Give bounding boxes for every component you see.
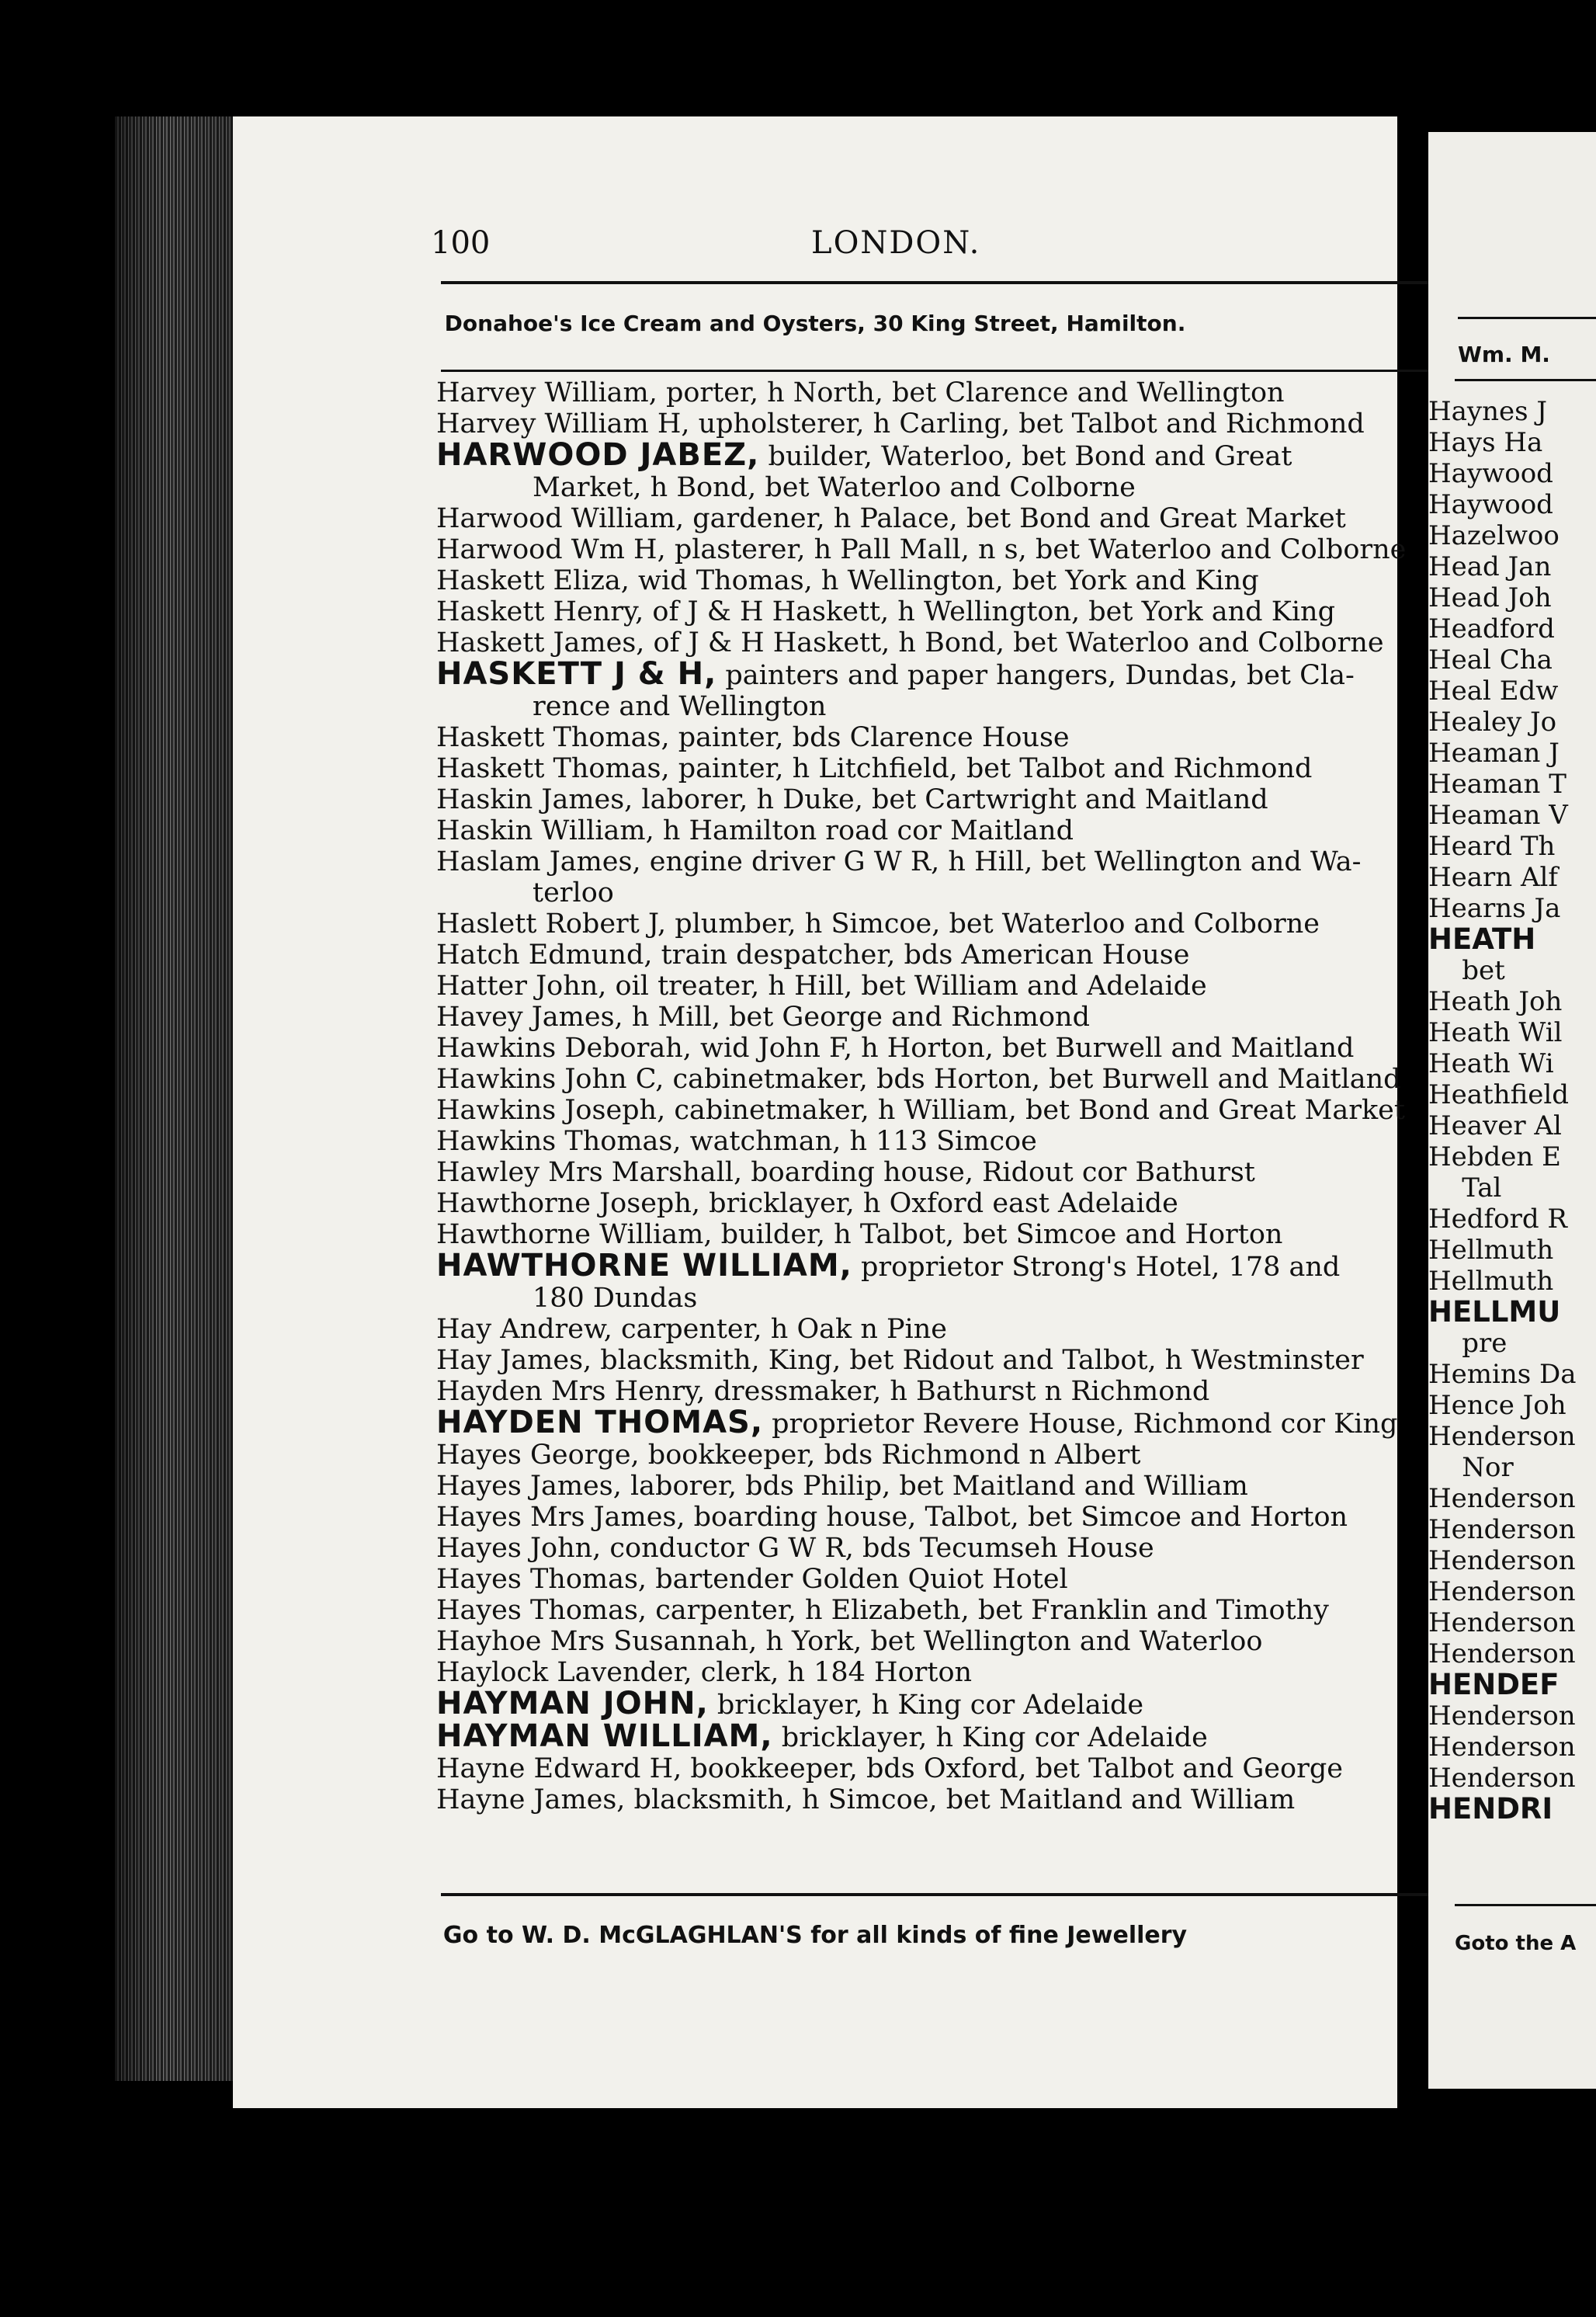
directory-entry (436, 1188, 1570, 1219)
adjacent-entry-fragment: Henderson (1428, 1483, 1576, 1514)
directory-entry (436, 971, 1570, 1002)
adjacent-entry-fragment: Nor (1428, 1452, 1514, 1483)
adjacent-footer: Goto the A (1455, 1932, 1577, 1955)
directory-entry (436, 1533, 1570, 1564)
entry-text (436, 971, 1570, 1002)
entry-line-text: bricklayer, h King cor Adelaide (772, 1722, 1208, 1753)
adjacent-entry-fragment: Heath Wi (1428, 1048, 1554, 1079)
entry-text (436, 1250, 1570, 1283)
entry-line-text: Haskett Thomas, painter, h Litchfield, bet Talbot and Richmond (436, 753, 1313, 784)
entry-text (436, 722, 1570, 753)
entry-line-text: Hawkins Deborah, wid John F, h Horton, bet Burwell and Maitland (436, 1033, 1355, 1064)
adjacent-page (1428, 132, 1596, 2089)
page-number: 100 (431, 225, 491, 261)
entry-line-text: Hawley Mrs Marshall, boarding house, Ridout cor Bathurst (436, 1157, 1255, 1188)
entry-line-text: terloo (533, 877, 614, 908)
entry-line-text: bricklayer, h King cor Adelaide (708, 1690, 1144, 1721)
entry-line-text: Haylock Lavender, clerk, h 184 Horton (436, 1657, 973, 1688)
entry-line-text: Hay James, blacksmith, King, bet Ridout and Talbot, h Westminster (436, 1345, 1364, 1376)
adjacent-entry-fragment: pre (1428, 1328, 1508, 1359)
entry-text (436, 908, 1570, 940)
entry-line-text: Havey James, h Mill, bet George and Richmond (436, 1002, 1090, 1033)
entry-text (436, 439, 1570, 472)
adjacent-entry-fragment: Hellmuth (1428, 1235, 1554, 1266)
directory-entry (436, 627, 1570, 658)
directory-entry (436, 1250, 1570, 1314)
entry-text (436, 1533, 1570, 1564)
entry-text (436, 377, 1570, 408)
directory-entry (436, 1219, 1570, 1250)
entry-line-text: Hayne Edward H, bookkeeper, bds Oxford, bet Talbot and George (436, 1753, 1343, 1784)
entry-line-text: Haskett Thomas, painter, bds Clarence House (436, 722, 1070, 753)
directory-entry (436, 1502, 1570, 1533)
adjacent-entry-fragment: Hence Joh (1428, 1390, 1567, 1421)
entry-line-text: Haskett Henry, of J & H Haskett, h Wellington, bet York and King (436, 596, 1335, 627)
entry-text (436, 1126, 1570, 1157)
adjacent-entry-fragment: Henderson (1428, 1514, 1576, 1545)
entry-text (436, 503, 1570, 534)
entry-text (436, 1688, 1570, 1721)
directory-entry (436, 1064, 1570, 1095)
adjacent-entry-fragment: Henderson (1428, 1700, 1576, 1732)
adjacent-entry-fragment: HELLMU (1428, 1295, 1561, 1329)
directory-entry (436, 1688, 1570, 1721)
entry-line-text: Hayes Thomas, bartender Golden Quiot Hotel (436, 1564, 1068, 1595)
entry-text (436, 658, 1570, 691)
directory-entry (436, 1126, 1570, 1157)
adjacent-entry-fragment: HENDEF (1428, 1668, 1560, 1701)
directory-entry (436, 940, 1570, 971)
entry-text (436, 1314, 1570, 1345)
directory-entry (436, 1626, 1570, 1657)
entry-line-text: Market, h Bond, bet Waterloo and Colborne (533, 472, 1136, 503)
entry-line-text: 180 Dundas (533, 1283, 698, 1314)
adjacent-entry-fragment: Heath Wil (1428, 1017, 1563, 1048)
entry-line-text: Hayes James, laborer, bds Philip, bet Maitland and William (436, 1471, 1248, 1502)
entry-text (436, 753, 1570, 784)
entry-text (436, 1784, 1570, 1815)
entry-line-text: Haslett Robert J, plumber, h Simcoe, bet Waterloo and Colborne (436, 908, 1320, 940)
entry-line-text: Haslam James, engine driver G W R, h Hill, bet Wellington and Wa- (436, 846, 1362, 877)
entry-text (436, 1157, 1570, 1188)
entry-text (436, 627, 1570, 658)
adjacent-header-rule (1458, 317, 1596, 319)
adjacent-entry-fragment: HENDRI (1428, 1792, 1553, 1825)
adjacent-entry-fragment: Heal Cha (1428, 644, 1553, 676)
entry-text (436, 1219, 1570, 1250)
entry-line-text: Hayes Mrs James, boarding house, Talbot, bet Simcoe and Horton (436, 1502, 1348, 1533)
directory-entry (436, 565, 1570, 596)
directory-entry (436, 815, 1570, 846)
entry-line-text: proprietor Strong's Hotel, 178 and (852, 1252, 1341, 1283)
adjacent-entry-fragment: Hemins Da (1428, 1359, 1577, 1390)
directory-entry (436, 908, 1570, 940)
entry-text (436, 1471, 1570, 1502)
entry-text (436, 1345, 1570, 1376)
book-page-edges (115, 116, 239, 2081)
adjacent-entry-fragment: Henderson (1428, 1732, 1576, 1763)
entry-continuation (436, 691, 1570, 722)
adjacent-entry-fragment: Hays Ha (1428, 427, 1543, 458)
entry-line-text: Hawkins Thomas, watchman, h 113 Simcoe (436, 1126, 1037, 1157)
adjacent-entry-fragment: Henderson (1428, 1576, 1576, 1607)
adjacent-entry-fragment: Haynes J (1428, 396, 1548, 427)
entry-text (436, 1718, 1570, 1754)
adjacent-entry-fragment: Hedford R (1428, 1204, 1568, 1235)
adjacent-entry-fragment: Heath Joh (1428, 986, 1563, 1017)
directory-entry (436, 846, 1570, 908)
adjacent-entry-fragment: Hebden E (1428, 1141, 1561, 1172)
adjacent-entry-fragment: Heaman V (1428, 800, 1568, 831)
adjacent-entry-fragment: Tal (1428, 1172, 1502, 1204)
adjacent-banner-rule (1455, 379, 1596, 381)
entry-text (436, 1595, 1570, 1626)
entry-text (436, 596, 1570, 627)
adjacent-entries (1428, 396, 1596, 1825)
entry-line-text: Hayne James, blacksmith, h Simcoe, bet Maitland and William (436, 1784, 1296, 1815)
entry-continuation (436, 472, 1570, 503)
entry-bold-name: HASKETT J & H, (436, 656, 717, 692)
adjacent-entry-fragment: Hazelwoo (1428, 520, 1560, 551)
directory-page (233, 116, 1407, 2108)
entry-line-text: Hatter John, oil treater, h Hill, bet William and Adelaide (436, 971, 1207, 1002)
entry-line-text: Hay Andrew, carpenter, h Oak n Pine (436, 1314, 948, 1345)
adjacent-entry-fragment: Heaver Al (1428, 1110, 1562, 1141)
entry-text (436, 534, 1570, 565)
directory-entry (436, 1718, 1570, 1754)
directory-entry (436, 596, 1570, 627)
adjacent-entry-fragment: Heathfield (1428, 1079, 1570, 1110)
entry-continuation (436, 1283, 1570, 1314)
directory-entry (436, 1157, 1570, 1188)
adjacent-entry-fragment: Henderson (1428, 1421, 1576, 1452)
entry-text (436, 1440, 1570, 1471)
entry-line-text: Hawthorne William, builder, h Talbot, bet Simcoe and Horton (436, 1219, 1283, 1250)
entry-text (436, 1753, 1570, 1784)
entry-text (436, 1095, 1570, 1126)
adjacent-entry-fragment: Haywood (1428, 489, 1553, 520)
entry-bold-name: HAYDEN THOMAS, (436, 1405, 764, 1440)
directory-entry (436, 1471, 1570, 1502)
entry-line-text: Haskett Eliza, wid Thomas, h Wellington, bet York and King (436, 565, 1259, 596)
adjacent-entry-fragment: Hellmuth (1428, 1266, 1554, 1297)
entry-bold-name: HAYMAN WILLIAM, (436, 1718, 773, 1754)
entry-text (436, 1502, 1570, 1533)
adjacent-banner: Wm. M. (1458, 342, 1550, 367)
entry-line-text: Haskin James, laborer, h Duke, bet Cartwright and Maitland (436, 784, 1268, 815)
directory-entry (436, 1376, 1570, 1407)
directory-entry (436, 1033, 1570, 1064)
directory-entry (436, 1407, 1570, 1440)
adjacent-entry-fragment: Heaman J (1428, 738, 1560, 769)
directory-entry (436, 439, 1570, 503)
running-head: LONDON. (811, 225, 981, 261)
entry-line-text: Hayden Mrs Henry, dressmaker, h Bathurst n Richmond (436, 1376, 1210, 1407)
directory-entry (436, 722, 1570, 753)
entry-text (436, 1626, 1570, 1657)
directory-entry (436, 1002, 1570, 1033)
directory-entry (436, 1753, 1570, 1784)
entry-line-text: Harwood Wm H, plasterer, h Pall Mall, n s, bet Waterloo and Colborne (436, 534, 1407, 565)
adjacent-entry-fragment: Hearn Alf (1428, 862, 1559, 893)
entry-line-text: Harvey William, porter, h North, bet Clarence and Wellington (436, 377, 1285, 408)
entry-continuation (436, 877, 1570, 908)
entry-line-text: Hawkins Joseph, cabinetmaker, h William, bet Bond and Great Market (436, 1095, 1405, 1126)
directory-entry (436, 1440, 1570, 1471)
directory-entry (436, 1314, 1570, 1345)
entry-text (436, 1033, 1570, 1064)
entry-text (436, 1407, 1570, 1440)
entry-line-text: rence and Wellington (533, 691, 827, 722)
entry-text (436, 1188, 1570, 1219)
entry-bold-name: HAYMAN JOHN, (436, 1686, 709, 1721)
entry-text (436, 846, 1570, 877)
adjacent-footer-rule (1455, 1904, 1596, 1906)
entry-line-text: Hawthorne Joseph, bricklayer, h Oxford east Adelaide (436, 1188, 1178, 1219)
adjacent-entry-fragment: bet (1428, 955, 1505, 986)
directory-entry (436, 658, 1570, 722)
entry-bold-name: HAWTHORNE WILLIAM, (436, 1248, 852, 1284)
entry-line-text: Hayes John, conductor G W R, bds Tecumseh House (436, 1533, 1154, 1564)
entry-line-text: Hayes Thomas, carpenter, h Elizabeth, bet Franklin and Timothy (436, 1595, 1329, 1626)
entry-text (436, 784, 1570, 815)
adjacent-entry-fragment: Healey Jo (1428, 707, 1557, 738)
adjacent-entry-fragment: Heaman T (1428, 769, 1567, 800)
directory-entry (436, 534, 1570, 565)
directory-entry (436, 1657, 1570, 1688)
top-advertisement: Donahoe's Ice Cream and Oysters, 30 King Street, Hamilton. (444, 311, 1186, 336)
directory-entry (436, 1595, 1570, 1626)
banner-rule (441, 370, 1568, 372)
entry-line-text: Harwood William, gardener, h Palace, bet Bond and Great Market (436, 503, 1346, 534)
directory-entry (436, 1095, 1570, 1126)
header-rule (441, 281, 1568, 284)
adjacent-entry-fragment: Headford (1428, 613, 1555, 644)
footer-rule (441, 1893, 1568, 1896)
bottom-advertisement: Go to W. D. McGLAGHLAN'S for all kinds of fine Jewellery (442, 1922, 1188, 1949)
directory-entry (436, 1564, 1570, 1595)
entry-text (436, 1002, 1570, 1033)
entry-line-text: Hawkins John C, cabinetmaker, bds Horton, bet Burwell and Maitland (436, 1064, 1401, 1095)
directory-entry (436, 377, 1570, 408)
directory-entry (436, 408, 1570, 439)
directory-entry (436, 503, 1570, 534)
adjacent-entry-fragment: Heard Th (1428, 831, 1556, 862)
directory-entry (436, 1784, 1570, 1815)
adjacent-entry-fragment: Henderson (1428, 1763, 1576, 1794)
entry-text (436, 815, 1570, 846)
entry-line-text: proprietor Revere House, Richmond cor King (763, 1409, 1398, 1440)
entry-line-text: Haskett James, of J & H Haskett, h Bond, bet Waterloo and Colborne (436, 627, 1384, 658)
entry-line-text: Hayes George, bookkeeper, bds Richmond n Albert (436, 1440, 1141, 1471)
adjacent-entry-fragment: Heal Edw (1428, 676, 1559, 707)
entry-text (436, 1064, 1570, 1095)
adjacent-entry-fragment: HEATH (1428, 922, 1536, 956)
entry-text (436, 1657, 1570, 1688)
entry-line-text: Hayhoe Mrs Susannah, h York, bet Wellington and Waterloo (436, 1626, 1263, 1657)
adjacent-entry-fragment: Haywood (1428, 458, 1553, 489)
directory-entry (436, 1345, 1570, 1376)
entry-text (436, 565, 1570, 596)
adjacent-entry-fragment: Henderson (1428, 1545, 1576, 1576)
directory-entries (436, 377, 1570, 1815)
entry-line-text: Hatch Edmund, train despatcher, bds American House (436, 940, 1190, 971)
directory-entry (436, 753, 1570, 784)
entry-text (436, 1376, 1570, 1407)
adjacent-entry-fragment: Henderson (1428, 1607, 1576, 1638)
entry-line-text: painters and paper hangers, Dundas, bet Cla- (716, 660, 1355, 691)
entry-text (436, 1564, 1570, 1595)
adjacent-entry-fragment: Henderson (1428, 1638, 1576, 1669)
entry-bold-name: HARWOOD JABEZ, (436, 437, 760, 473)
entry-line-text: Harvey William H, upholsterer, h Carling, bet Talbot and Richmond (436, 408, 1365, 439)
directory-entry (436, 784, 1570, 815)
entry-text (436, 408, 1570, 439)
adjacent-entry-fragment: Head Jan (1428, 551, 1552, 582)
entry-line-text: builder, Waterloo, bet Bond and Great (759, 441, 1292, 472)
entry-line-text: Haskin William, h Hamilton road cor Maitland (436, 815, 1074, 846)
entry-text (436, 940, 1570, 971)
adjacent-entry-fragment: Head Joh (1428, 582, 1552, 613)
adjacent-entry-fragment: Hearns Ja (1428, 893, 1561, 924)
